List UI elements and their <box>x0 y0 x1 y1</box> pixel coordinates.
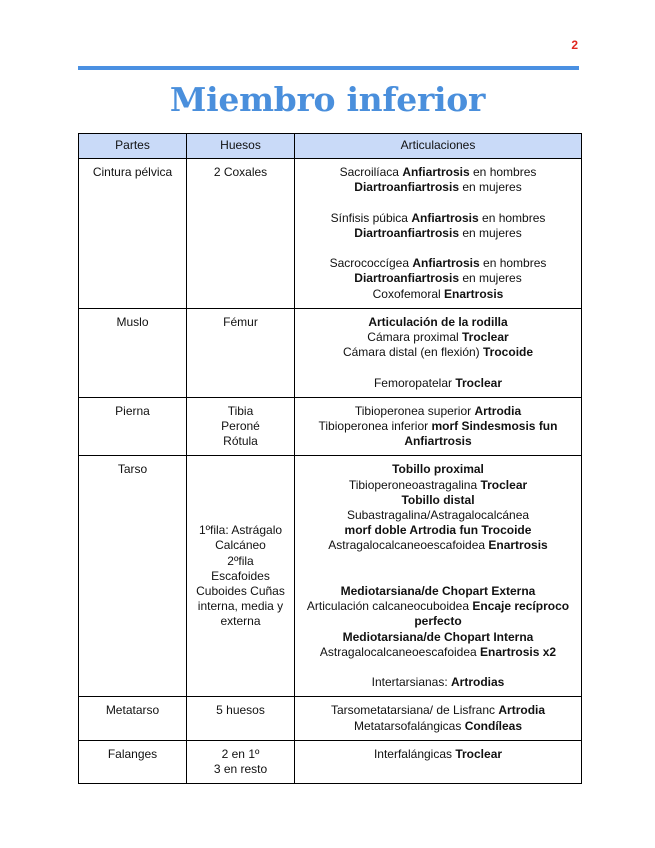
articulacion-line <box>298 538 578 553</box>
articulacion-text: Cámara proximal <box>367 330 462 344</box>
articulacion-line <box>298 287 578 302</box>
articulacion-type: Troclear <box>455 375 503 390</box>
cell-articulaciones <box>295 159 582 309</box>
articulacion-type: Anfiartrosis <box>402 165 470 179</box>
cell-parte: Tarso <box>79 456 187 697</box>
articulacion-type: perfecto <box>414 614 462 629</box>
articulacion-text: Tarsometatarsiana/ de Lisfranc <box>330 703 499 718</box>
articulacion-line <box>298 599 578 614</box>
articulacion-line <box>298 645 578 660</box>
hueso-line: externa <box>220 614 261 629</box>
articulacion-line <box>298 584 578 599</box>
table-row <box>79 697 582 740</box>
articulacion-text: Metatarsofalángicas <box>353 718 465 733</box>
articulacion-type: Mediotarsiana/de Chopart Interna <box>342 629 534 644</box>
articulacion-text: Sacrococcígea <box>329 256 413 271</box>
articulacion-line <box>298 675 578 690</box>
articulacion-type: Diartroanfiartrosis <box>354 271 459 286</box>
articulacion-text: Femoropatelar <box>373 375 456 390</box>
articulacion-line <box>298 508 578 523</box>
articulacion-line <box>298 345 578 360</box>
articulacion-text: Articulación calcaneocuboidea <box>306 599 473 614</box>
articulacion-type: Enartrosis <box>488 538 548 553</box>
articulacion-text: Coxofemoral <box>372 286 444 301</box>
articulacion-line <box>298 376 578 391</box>
articulacion-line <box>298 404 578 419</box>
cell-huesos <box>187 308 295 397</box>
articulacion-type: Articulación de la rodilla <box>368 314 508 329</box>
articulacion-line <box>298 719 578 734</box>
articulacion-text: Interfalángicas <box>373 746 456 761</box>
line-gap <box>298 195 578 210</box>
line-gap <box>298 569 578 584</box>
articulacion-type: Enartrosis x2 <box>480 644 557 659</box>
articulacion-type: Troclear <box>462 330 509 344</box>
articulacion-line <box>298 478 578 493</box>
cell-parte: Metatarso <box>79 697 187 740</box>
articulacion-type: Encaje recíproco <box>472 599 570 614</box>
table-row <box>79 308 582 397</box>
cell-parte: Pierna <box>79 397 187 456</box>
articulacion-line <box>298 165 578 180</box>
articulacion-line <box>298 523 578 538</box>
articulacion-text: Tibioperoneoastragalina <box>348 477 481 492</box>
page-title: Miembro inferior <box>169 80 486 119</box>
articulacion-line <box>298 226 578 241</box>
articulacion-text: Tibioperonea superior <box>354 403 475 418</box>
hueso-line: interna, media y <box>197 599 284 614</box>
articulacion-type: Troclear <box>455 746 503 761</box>
articulacion-type: Anfiartrosis <box>411 210 479 225</box>
cell-parte: Muslo <box>79 308 187 397</box>
hueso-line: 2 Coxales <box>213 165 268 179</box>
cell-articulaciones <box>295 308 582 397</box>
articulacion-line <box>298 315 578 330</box>
cell-huesos <box>187 456 295 697</box>
page-number: 2 <box>571 38 578 52</box>
line-gap <box>298 554 578 569</box>
header-rule <box>78 66 579 70</box>
articulacion-line <box>298 419 578 434</box>
hueso-line: 3 en resto <box>213 762 268 777</box>
header-huesos: Huesos <box>187 134 295 159</box>
hueso-line: Tibia <box>227 403 254 418</box>
articulacion-line <box>298 493 578 508</box>
articulacion-text: en hombres <box>469 165 537 179</box>
cell-huesos <box>187 397 295 456</box>
articulacion-type: Tobillo distal <box>401 492 475 507</box>
line-gap <box>298 241 578 256</box>
articulacion-line <box>298 330 578 345</box>
articulacion-line <box>298 180 578 195</box>
articulacion-type: Tobillo proximal <box>392 462 484 477</box>
articulacion-type: Troclear <box>480 477 528 492</box>
articulacion-text: en mujeres <box>459 180 522 195</box>
hueso-line: 2ºfila <box>227 553 254 568</box>
articulacion-text: Sínfisis púbica <box>330 210 412 225</box>
line-gap <box>298 360 578 375</box>
articulacion-text: Cámara distal (en flexión) <box>342 345 484 360</box>
articulacion-text: Sacroilíaca <box>339 165 403 179</box>
articulacion-line <box>298 703 578 718</box>
header-articulaciones: Articulaciones <box>295 134 582 159</box>
cell-articulaciones <box>295 740 582 783</box>
hueso-line: Peroné <box>221 419 260 433</box>
bones-table <box>78 133 582 784</box>
articulacion-text: Tibioperonea inferior <box>318 419 432 433</box>
articulacion-line <box>298 462 578 477</box>
articulacion-text: en mujeres <box>459 271 522 286</box>
articulacion-line <box>298 211 578 226</box>
hueso-line: Cuboides Cuñas <box>196 584 285 598</box>
cell-articulaciones <box>295 697 582 740</box>
cell-parte: Cintura pélvica <box>79 159 187 309</box>
cell-articulaciones <box>295 456 582 697</box>
articulacion-text: en mujeres <box>459 225 522 240</box>
hueso-line: Rótula <box>223 434 258 449</box>
articulacion-line <box>298 256 578 271</box>
cell-articulaciones <box>295 397 582 456</box>
articulacion-line <box>298 271 578 286</box>
articulacion-line <box>298 614 578 629</box>
articulacion-type: Artrodia <box>474 403 522 418</box>
articulacion-text: en hombres <box>479 256 547 271</box>
hueso-line: 1ºfila: Astrágalo <box>198 523 283 538</box>
articulacion-text: en hombres <box>478 210 546 225</box>
table-row <box>79 740 582 783</box>
cell-huesos <box>187 697 295 740</box>
articulacion-type: Trocoide <box>483 345 534 360</box>
articulacion-type: Condíleas <box>464 718 523 733</box>
articulacion-line <box>298 747 578 762</box>
cell-huesos <box>187 159 295 309</box>
hueso-line: 2 en 1º <box>221 746 260 761</box>
cell-huesos <box>187 740 295 783</box>
articulacion-type: Diartroanfiartrosis <box>354 225 459 240</box>
articulacion-text: Intertarsianas: <box>371 675 452 690</box>
table-row <box>79 159 582 309</box>
hueso-line: 5 huesos <box>216 703 265 718</box>
hueso-line: Fémur <box>223 314 258 329</box>
articulacion-type: morf doble Artrodia fun Trocoide <box>344 523 532 538</box>
articulacion-type: Artrodia <box>498 703 546 718</box>
hueso-line: Calcáneo <box>215 538 266 553</box>
articulacion-text: Subastragalina/Astragalocalcánea <box>346 508 530 523</box>
hueso-line: Escafoides <box>211 568 270 583</box>
articulacion-type: Diartroanfiartrosis <box>354 180 459 195</box>
articulacion-line <box>298 630 578 645</box>
articulacion-type: Enartrosis <box>444 286 504 301</box>
cell-parte: Falanges <box>79 740 187 783</box>
table-row <box>79 397 582 456</box>
table-row <box>79 456 582 697</box>
table-header-row <box>79 134 582 159</box>
articulacion-line <box>298 434 578 449</box>
articulacion-type: morf Sindesmosis fun <box>431 419 558 433</box>
articulacion-text: Astragalocalcaneoescafoidea <box>328 538 489 553</box>
articulacion-type: Artrodias <box>451 675 505 690</box>
articulacion-type: Mediotarsiana/de Chopart Externa <box>340 584 536 598</box>
line-gap <box>298 660 578 675</box>
articulacion-type: Anfiartrosis <box>412 256 480 271</box>
articulacion-text: Astragalocalcaneoescafoidea <box>319 644 481 659</box>
header-partes: Partes <box>79 134 187 159</box>
articulacion-type: Anfiartrosis <box>404 434 472 449</box>
